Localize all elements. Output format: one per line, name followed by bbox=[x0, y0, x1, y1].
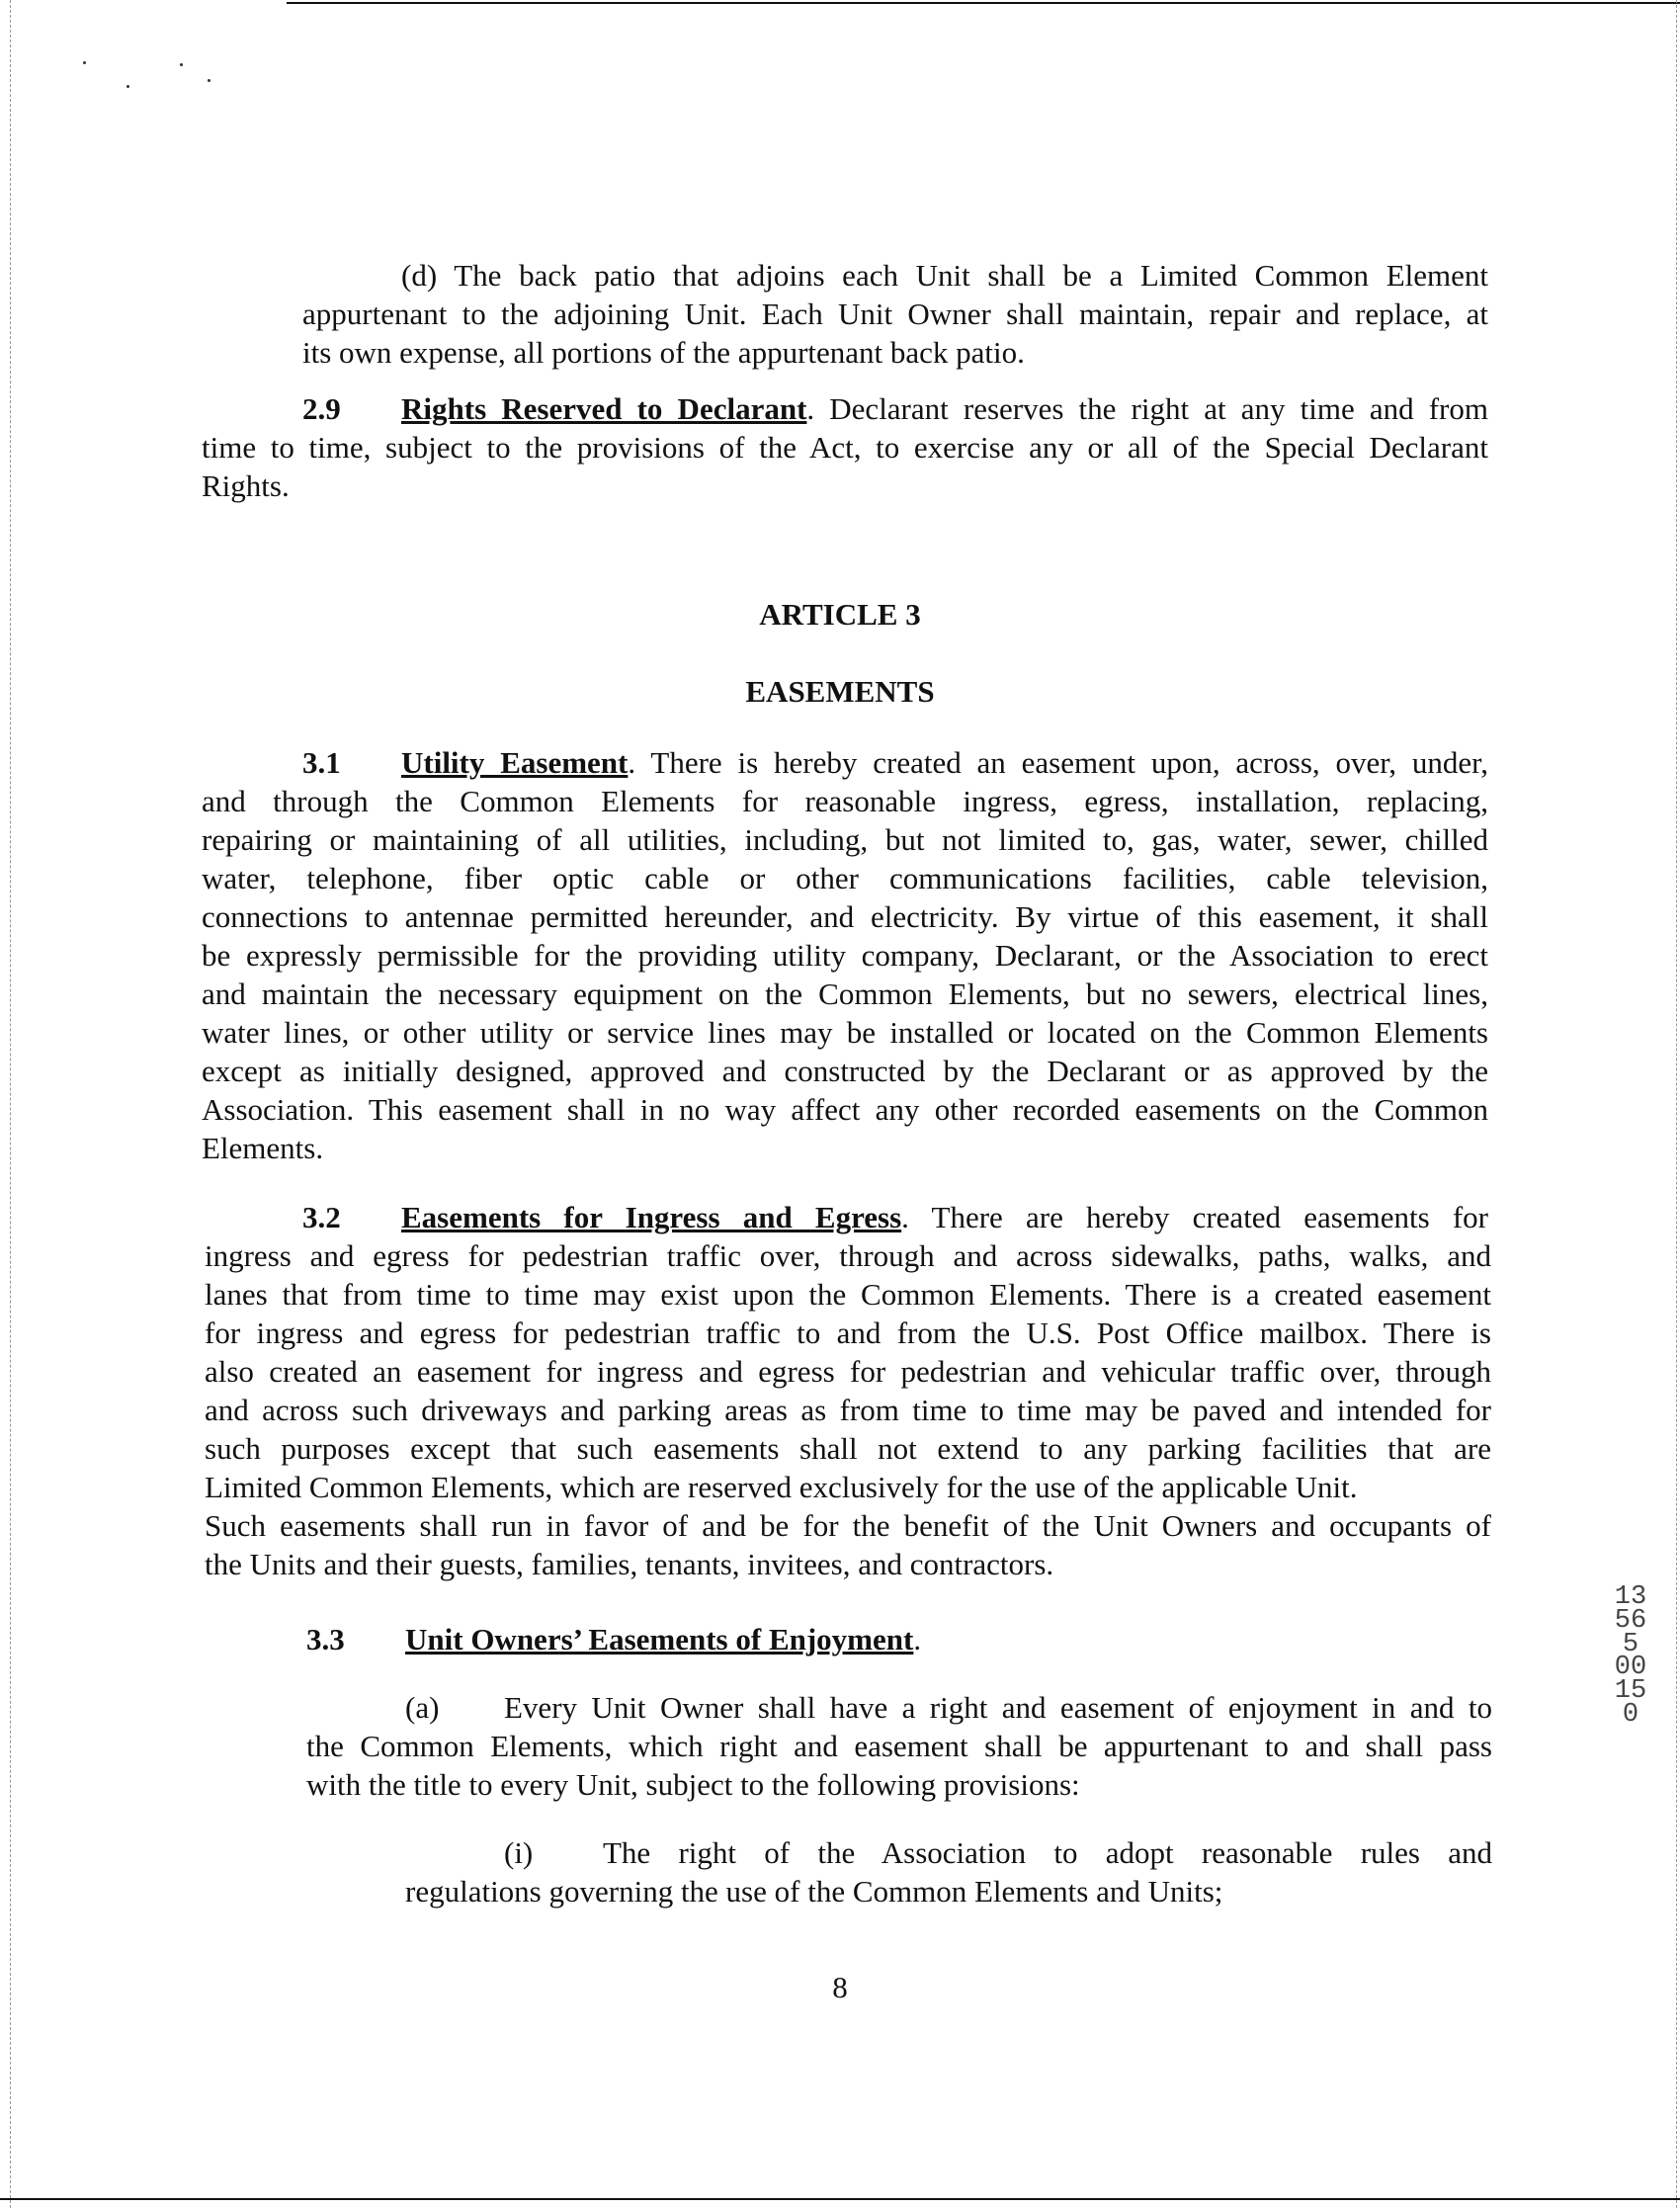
text-line: water, telephone, fiber optic cable or other communications facilities, cable television, bbox=[202, 861, 1488, 895]
section-3-1-first-line bbox=[302, 743, 1488, 782]
text-line: Rights. bbox=[202, 468, 290, 503]
paragraph-2-8-d bbox=[302, 256, 1488, 295]
scan-speck bbox=[180, 63, 183, 66]
section-title: Unit Owners’ Easements of Enjoyment bbox=[405, 1622, 914, 1656]
paragraph-2-8-d-cont bbox=[302, 295, 1488, 372]
section-3-3-a-i-body bbox=[405, 1872, 1492, 1911]
text-line: Such easements shall run in favor of and be for the benefit of the Unit Owners and occupants of bbox=[205, 1508, 1491, 1543]
text-line: Limited Common Elements, which are reserved exclusively for the use of the applicable Unit. bbox=[205, 1470, 1358, 1504]
scan-speck bbox=[208, 79, 210, 82]
text-line: appurtenant to the adjoining Unit. Each Unit Owner shall maintain, repair and replace, at bbox=[302, 297, 1488, 331]
text-line: be expressly permissible for the providing utility company, Declarant, or the Association to erect bbox=[202, 938, 1488, 973]
section-number: 2.9 bbox=[302, 391, 341, 426]
text-line: for ingress and egress for pedestrian traffic to and from the U.S. Post Office mailbox. There is bbox=[205, 1316, 1491, 1350]
text-line: Every Unit Owner shall have a right and easement of enjoyment in and to bbox=[504, 1690, 1492, 1725]
text-line: and through the Common Elements for reasonable ingress, egress, installation, replacing, bbox=[202, 784, 1488, 818]
section-title-suffix: . bbox=[913, 1622, 922, 1656]
section-2-9-body bbox=[202, 428, 1488, 505]
text-line: connections to antennae permitted hereunder, and electricity. By virtue of this easement, it shall bbox=[202, 899, 1488, 934]
scan-speck bbox=[83, 61, 86, 64]
article-heading: EASEMENTS bbox=[745, 674, 935, 709]
section-3-1-body bbox=[202, 782, 1488, 1167]
top-border-line bbox=[287, 2, 1680, 4]
text-line: also created an easement for ingress and egress for pedestrian and vehicular traffic over, through bbox=[205, 1354, 1491, 1389]
section-3-2-body bbox=[205, 1236, 1491, 1583]
bottom-border-line bbox=[0, 2198, 1680, 2200]
section-3-3-a-i-first-line bbox=[504, 1833, 1492, 1872]
margin-stamp: 13565 00150 bbox=[1614, 1582, 1647, 1730]
text-line: (d) The back patio that adjoins each Unit shall be a Limited Common Element bbox=[401, 258, 1488, 293]
section-title: Utility Easement bbox=[401, 745, 629, 780]
text-line: lanes that from time to time may exist upon the Common Elements. There is a created easement bbox=[205, 1277, 1491, 1312]
section-3-3-a-first-line bbox=[405, 1688, 1492, 1727]
left-scan-edge bbox=[10, 0, 11, 2208]
text-line: the Common Elements, which right and easement shall be appurtenant to and shall pass bbox=[306, 1729, 1492, 1763]
right-scan-edge bbox=[1676, 0, 1677, 2208]
text-line: The right of the Association to adopt reasonable rules and bbox=[603, 1835, 1492, 1870]
text-line: such purposes except that such easements shall not extend to any parking facilities that are bbox=[205, 1431, 1491, 1466]
text-line: water lines, or other utility or service lines may be installed or located on the Common Elements bbox=[202, 1015, 1488, 1050]
text-line: and maintain the necessary equipment on the Common Elements, but no sewers, electrical lines, bbox=[202, 977, 1488, 1011]
clause-marker: (a) bbox=[405, 1690, 440, 1725]
text-line: its own expense, all portions of the appurtenant back patio. bbox=[302, 335, 1025, 370]
text-line: except as initially designed, approved and constructed by the Declarant or as approved by the bbox=[202, 1054, 1488, 1088]
text-line: with the title to every Unit, subject to the following provisions: bbox=[306, 1767, 1080, 1802]
section-2-9-first-line bbox=[302, 389, 1488, 428]
section-number: 3.2 bbox=[302, 1200, 341, 1234]
article-label: ARTICLE 3 bbox=[759, 597, 921, 632]
text-line: and across such driveways and parking areas as from time to time may be paved and intended for bbox=[205, 1393, 1491, 1427]
text-line: . Declarant reserves the right at any time and from bbox=[806, 391, 1488, 426]
text-line: regulations governing the use of the Common Elements and Units; bbox=[405, 1874, 1223, 1909]
text-line: Elements. bbox=[202, 1131, 324, 1165]
section-title: Easements for Ingress and Egress bbox=[401, 1200, 902, 1234]
page-number: 8 bbox=[832, 1970, 848, 2004]
text-line: . There is hereby created an easement upon, across, over, under, bbox=[628, 745, 1488, 780]
section-title: Rights Reserved to Declarant bbox=[401, 391, 807, 426]
section-3-3-heading bbox=[306, 1620, 1492, 1658]
text-line: . There are hereby created easements for bbox=[901, 1200, 1488, 1234]
text-line: ingress and egress for pedestrian traffic over, through and across sidewalks, paths, walks, and bbox=[205, 1238, 1491, 1273]
section-3-2-first-line bbox=[302, 1198, 1488, 1236]
clause-marker: (i) bbox=[504, 1835, 534, 1870]
text-line: time to time, subject to the provisions of the Act, to exercise any or all of the Special Declarant bbox=[202, 430, 1488, 465]
scan-speck bbox=[126, 85, 129, 88]
text-line: the Units and their guests, families, tenants, invitees, and contractors. bbox=[205, 1547, 1054, 1581]
text-line: Association. This easement shall in no way affect any other recorded easements on the Common bbox=[202, 1092, 1488, 1127]
text-line: repairing or maintaining of all utilities, including, but not limited to, gas, water, sewer, chilled bbox=[202, 822, 1488, 857]
section-3-3-a-body bbox=[306, 1727, 1492, 1804]
section-number: 3.1 bbox=[302, 745, 341, 780]
section-number: 3.3 bbox=[306, 1622, 345, 1656]
